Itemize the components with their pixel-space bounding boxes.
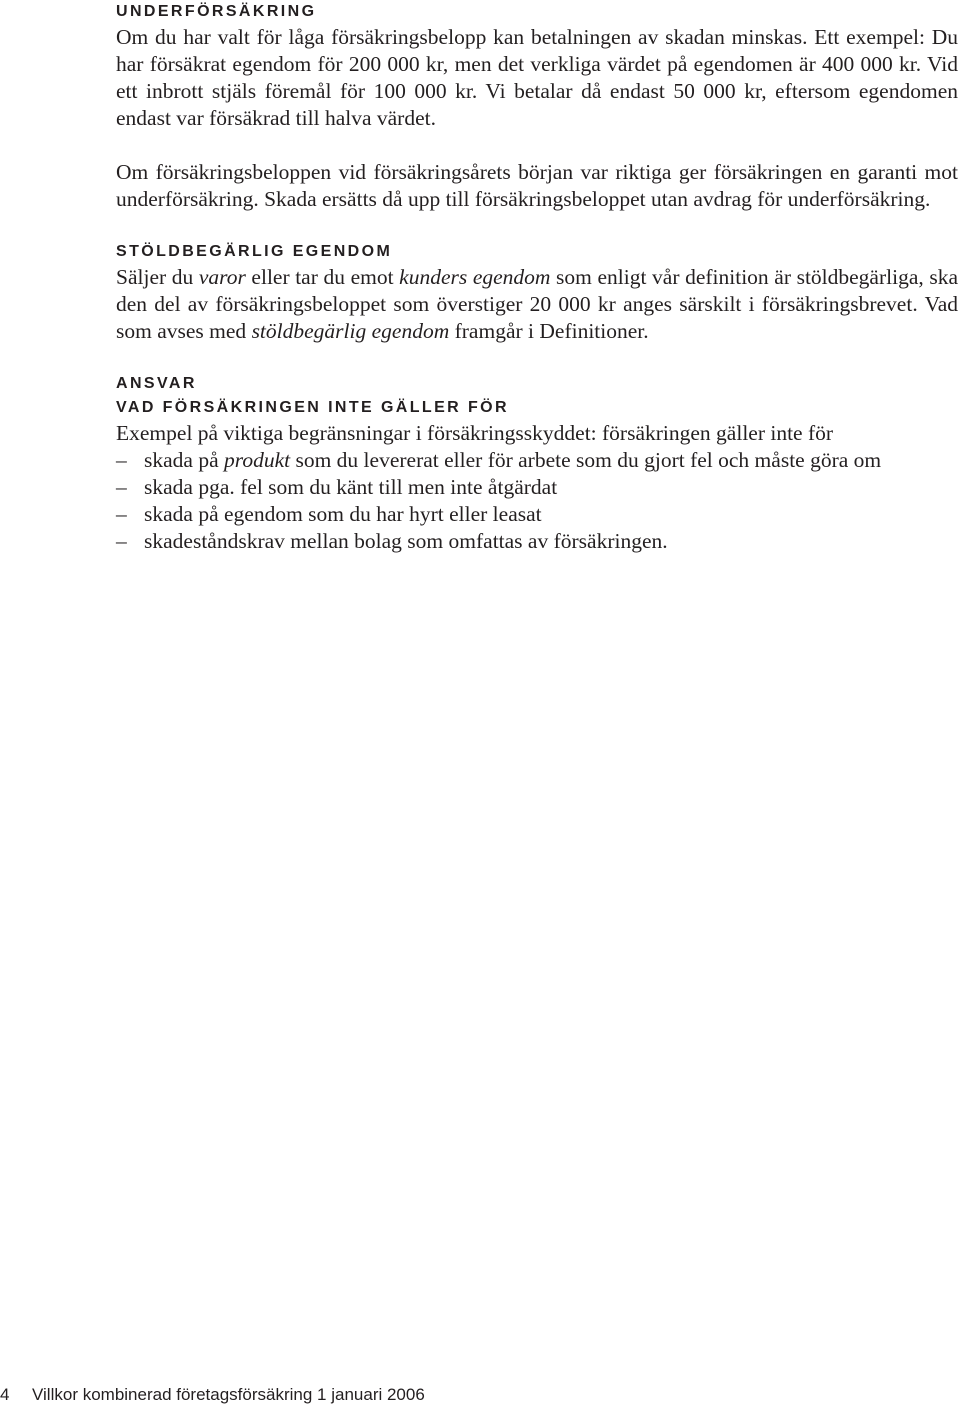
italic-term-kunders-egendom: kunders egendom: [399, 265, 551, 289]
page-footer: [0, 1384, 425, 1406]
page-number: 4: [0, 1385, 10, 1404]
dash-bullet: –: [116, 475, 127, 499]
dash-bullet: –: [116, 529, 127, 553]
section-underforsakring: [116, 0, 958, 213]
text-run: som enligt vår definition är stöldbegärliga, ska den del av försäkringsbeloppet som överstiger 20 000 kr anges särskilt i försäkringsbrevet. Vad som avses med: [116, 265, 959, 343]
paragraph-ansvar-intro: Exempel på viktiga begränsningar i försäkringsskyddet: försäkringen gäller inte för: [116, 421, 834, 445]
section-heading-underforsakring: UNDERFÖRSÄKRING: [116, 3, 317, 20]
text-run: Säljer du: [116, 265, 199, 289]
dash-bullet: –: [116, 502, 127, 526]
text-run: som du levererat eller för arbete som du gjort fel och måste göra om: [290, 448, 882, 472]
section-heading-stoldbegarlig: STÖLDBEGÄRLIG EGENDOM: [116, 243, 393, 260]
list-item: [116, 474, 958, 501]
subsection-heading-inte-galler-for: VAD FÖRSÄKRINGEN INTE GÄLLER FÖR: [116, 399, 509, 416]
italic-term-stoldbegarlig-egendom: stöldbegärlig egendom: [251, 319, 450, 343]
text-run: eller tar du emot: [245, 265, 400, 289]
paragraph-stoldbegarlig: [116, 264, 958, 345]
italic-term-varor: varor: [198, 265, 246, 289]
footer-document-title: Villkor kombinerad företagsförsäkring 1 januari 2006: [32, 1385, 425, 1404]
list-item-text: skada pga. fel som du känt till men inte åtgärdat: [144, 475, 558, 499]
text-run: skada på: [144, 448, 224, 472]
list-item: [116, 501, 958, 528]
paragraph-underforsakring-example: Om du har valt för låga försäkringsbelopp kan betalningen av skadan minskas. Ett exempel: Du har försäkrat egendom för 200 000 kr, men det verkliga värdet på egendomen är 400 000 kr. Vid ett inbrott stjäls föremål för 100 000 kr. Vi betalar då endast 50 000 kr, eftersom egendomen endast var försäkrad till halva värdet.: [116, 25, 958, 130]
text-run: framgår i Definitioner.: [449, 319, 649, 343]
exclusions-list: [116, 447, 958, 555]
document-body: [116, 0, 958, 555]
list-item-text: skada på egendom som du har hyrt eller leasat: [144, 502, 542, 526]
paragraph-underforsakring-guarantee: Om försäkringsbeloppen vid försäkringsårets början var riktiga ger försäkringen en garanti mot underförsäkring. Skada ersätts då upp till försäkringsbeloppet utan avdrag för underförsäkring.: [116, 160, 958, 211]
dash-bullet: –: [116, 448, 127, 472]
section-stoldbegarlig-egendom: [116, 240, 958, 345]
list-item: [116, 528, 958, 555]
list-item-text: skadeståndskrav mellan bolag som omfattas av försäkringen.: [144, 529, 668, 553]
list-item: [116, 447, 958, 474]
italic-term-produkt: produkt: [224, 448, 291, 472]
section-heading-ansvar: ANSVAR: [116, 375, 197, 392]
section-ansvar: [116, 372, 958, 555]
